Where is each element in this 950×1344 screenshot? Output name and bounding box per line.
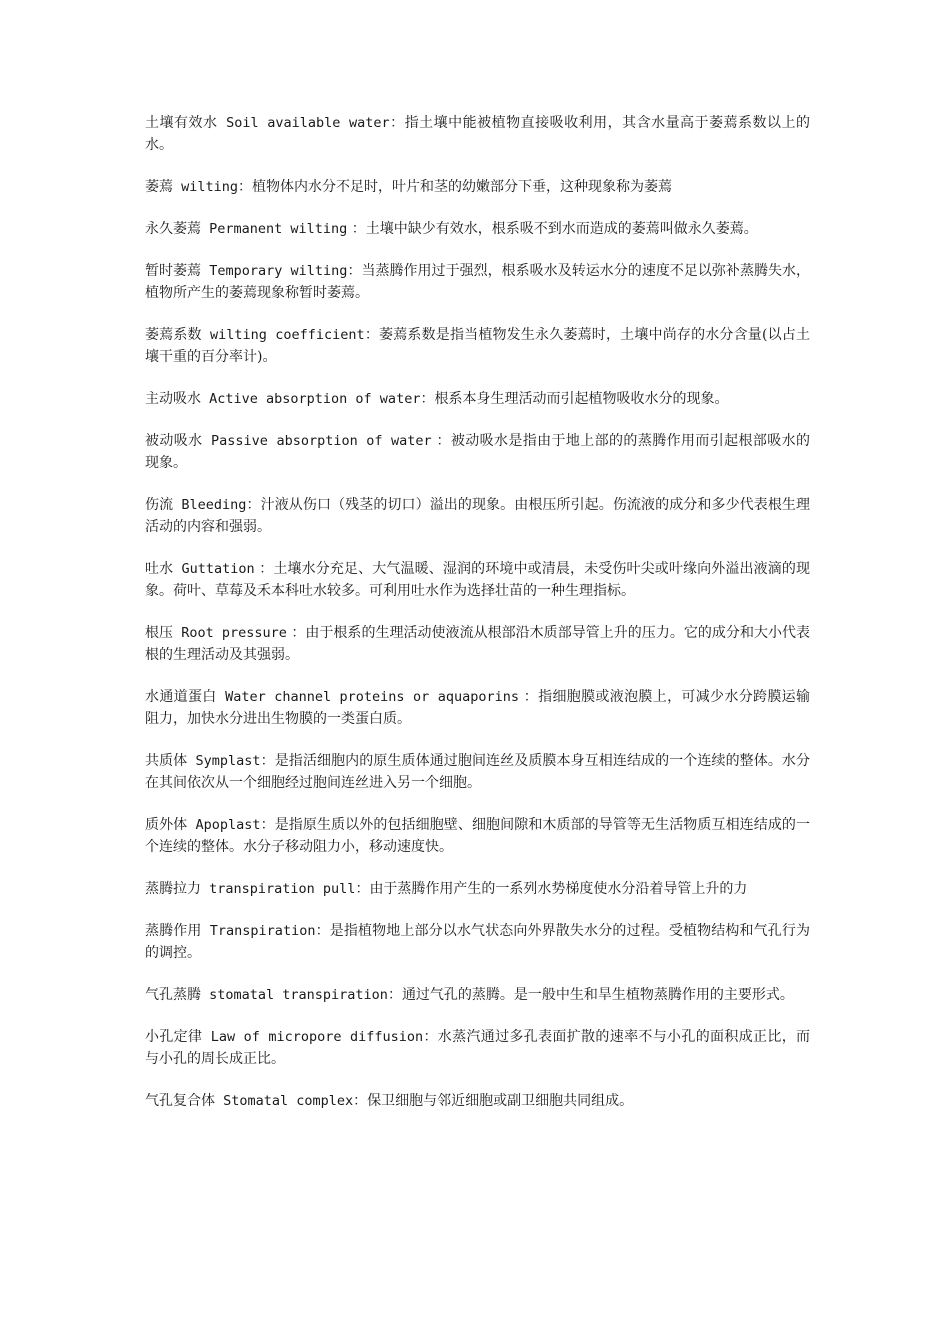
entry-definition: 由于根系的生理活动使液流从根部沿木质部导管上升的压力。它的成分和大小代表根的生理活动及其强弱。 [145,625,811,663]
entry-definition: 汁液从伤口（残茎的切口）溢出的现象。由根压所引起。伤流液的成分和多少代表根生理活动的内容和强弱。 [145,497,811,535]
entry-separator: ： [260,753,275,769]
entry-term: 伤流 [145,497,174,513]
entry-term: 吐水 [145,561,174,577]
entry-term: 蒸腾拉力 [145,881,201,897]
entry-english-term: Symplast [187,753,261,769]
entry-definition: 土壤水分充足、大气温暖、湿润的环境中或清晨，未受伤叶尖或叶缘向外溢出液滴的现象。荷叶、草莓及禾本科吐水较多。可利用吐水作为选择壮苗的一种生理指标。 [145,561,811,599]
glossary-entry [145,686,810,730]
glossary-entry [145,324,810,368]
entry-separator: ： [254,561,274,577]
entry-separator: ： [347,263,362,279]
entry-term: 萎蔫系数 [145,327,202,343]
entry-term: 共质体 [145,753,188,769]
entry-english-term: Transpiration [201,923,316,939]
entry-definition: 指土壤中能被植物直接吸收利用，其含水量高于萎蔫系数以上的水。 [145,115,811,153]
entry-definition: 被动吸水是指由于地上部的的蒸腾作用而引起根部吸水的现象。 [145,433,811,471]
entry-term: 蒸腾作用 [145,923,202,939]
glossary-entry [145,984,810,1006]
glossary-entry [145,176,810,198]
entry-english-term: transpiration pull [201,881,356,897]
entry-separator: ： [315,923,330,939]
glossary-entry [145,494,810,538]
entry-english-term: wilting [173,179,239,195]
entry-english-term: Active absorption of water [201,391,421,407]
document-page [145,112,810,1132]
entry-term: 根压 [145,625,174,641]
entry-english-term: wilting coefficient [201,327,365,343]
entry-separator: ： [387,987,402,1003]
entry-english-term: Root pressure [173,625,287,641]
entry-separator: ： [423,1029,438,1045]
entry-definition: 保卫细胞与邻近细胞或副卫细胞共同组成。 [367,1093,634,1109]
entry-english-term: Bleeding [173,497,247,513]
glossary-entry [145,260,810,304]
entry-term: 主动吸水 [145,391,201,407]
entry-english-term: Apoplast [187,817,261,833]
entry-english-term: Stomatal complex [215,1093,354,1109]
entry-english-term: Permanent wilting [201,221,348,237]
entry-english-term: Law of micropore diffusion [202,1029,424,1045]
entry-separator: ： [519,689,539,705]
entry-definition: 指细胞膜或液泡膜上，可减少水分跨膜运输阻力，加快水分进出生物膜的一类蛋白质。 [145,689,811,727]
entry-english-term: stomatal transpiration [201,987,388,1003]
entry-separator: ： [355,881,370,897]
entry-separator: ： [347,221,366,237]
entry-definition: 是指活细胞内的原生质体通过胞间连丝及质膜本身互相连结成的一个连续的整体。水分在其间依次从一个细胞经过胞间连丝进入另一个细胞。 [145,753,811,791]
entry-english-term: Water channel proteins or aquaporins [216,689,520,705]
entry-definition: 是指原生质以外的包括细胞壁、细胞间隙和木质部的导管等无生活物质互相连结成的一个连续的整体。水分子移动阻力小，移动速度快。 [145,817,811,855]
glossary-entry [145,920,810,964]
entry-definition: 由于蒸腾作用产生的一系列水势梯度使水分沿着导管上升的力 [369,881,748,897]
glossary-entry [145,218,810,240]
entry-definition: 植物体内水分不足时，叶片和茎的幼嫩部分下垂，这种现象称为萎蔫 [252,179,673,195]
entry-separator: ： [246,497,261,513]
entry-separator: ： [353,1093,368,1109]
glossary-entry [145,1026,810,1070]
glossary-entry [145,388,810,410]
entry-english-term: Passive absorption of water [202,433,432,449]
entry-definition: 通过气孔的蒸腾。是一般中生和旱生植物蒸腾作用的主要形式。 [401,987,794,1003]
glossary-entry [145,622,810,666]
entry-separator: ： [286,625,306,641]
glossary-entry [145,430,810,474]
entry-term: 气孔蒸腾 [145,987,201,1003]
entry-definition: 水蒸汽通过多孔表面扩散的速率不与小孔的面积成正比，而与小孔的周长成正比。 [145,1029,811,1067]
entry-term: 水通道蛋白 [145,689,217,705]
entry-definition: 萎蔫系数是指当植物发生永久萎蔫时，土壤中尚存的水分含量(以占土壤干重的百分率计)。 [145,327,810,365]
entry-term: 被动吸水 [145,433,203,449]
entry-term: 土壤有效水 [145,115,218,131]
entry-english-term: Temporary wilting [201,263,348,279]
entry-english-term: Guttation [173,561,255,577]
entry-separator: ： [431,433,451,449]
entry-separator: ： [260,817,275,833]
entry-definition: 是指植物地上部分以水气状态向外界散失水分的过程。受植物结构和气孔行为的调控。 [145,923,811,961]
entry-separator: ： [389,115,405,131]
glossary-entry [145,1090,810,1112]
entry-separator: ： [420,391,435,407]
entry-term: 暂时萎蔫 [145,263,202,279]
entry-term: 小孔定律 [145,1029,203,1045]
glossary-entry [145,750,810,794]
entry-english-term: Soil available water [217,115,390,131]
glossary-entry [145,878,810,900]
entry-definition: 根系本身生理活动而引起植物吸收水分的现象。 [434,391,729,407]
glossary-entry [145,558,810,602]
entry-separator: ： [238,179,253,195]
glossary-entry [145,814,810,858]
entry-term: 永久萎蔫 [145,221,201,237]
entry-term: 质外体 [145,817,188,833]
entry-term: 气孔复合体 [145,1093,215,1109]
entry-term: 萎蔫 [145,179,173,195]
entry-definition: 当蒸腾作用过于强烈，根系吸水及转运水分的速度不足以弥补蒸腾失水，植物所产生的萎蔫现象称暂时萎蔫。 [145,263,811,301]
entry-definition: 土壤中缺少有效水，根系吸不到水而造成的萎蔫叫做永久萎蔫。 [365,221,758,237]
glossary-entry [145,112,810,156]
entry-separator: ： [364,327,380,343]
